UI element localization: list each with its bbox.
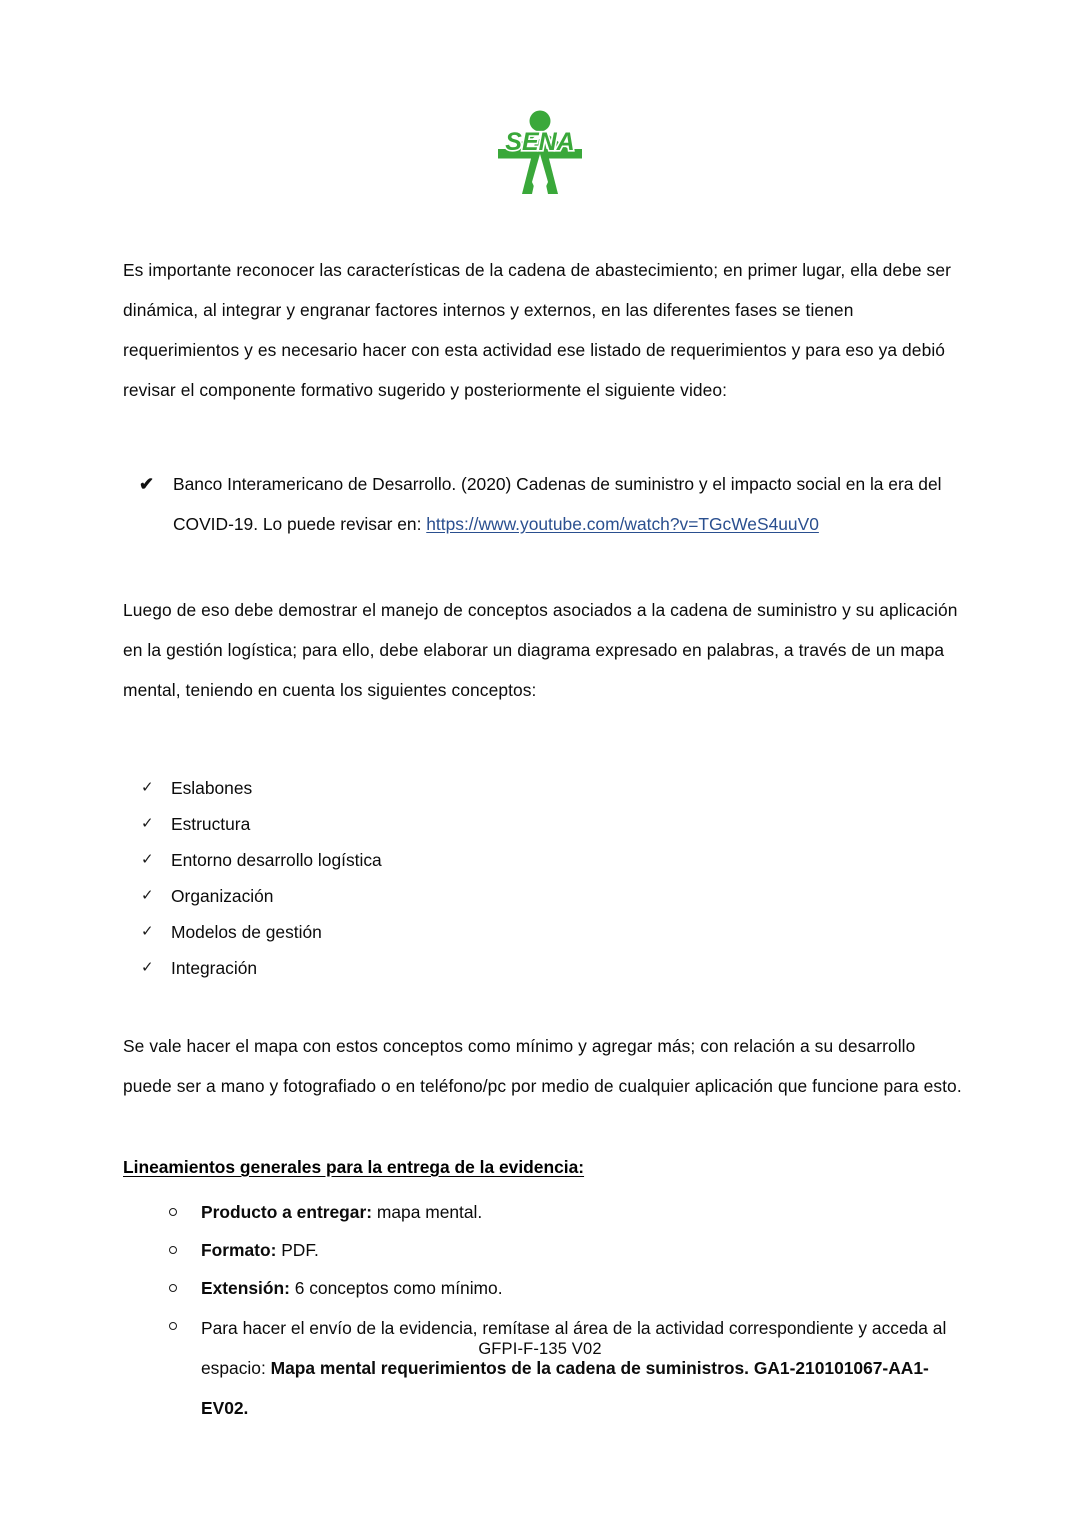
check-icon: ✓ [141,851,154,868]
guideline-value: 6 conceptos como mínimo. [289,1278,503,1298]
list-item [123,842,963,878]
concept-list [123,770,963,986]
youtube-link[interactable]: https://www.youtube.com/watch?v=TGcWeS4uuV0 [426,514,819,534]
check-icon: ✓ [141,779,154,796]
check-icon: ✓ [141,815,154,832]
reference-text: Banco Interamericano de Desarrollo. (2020) Cadenas de suministro y el impacto social en la era del COVID-19. Lo puede revisar en: [173,474,942,534]
concept-label: Eslabones [171,778,253,798]
page-footer: GFPI-F-135 V02 [478,1340,602,1358]
list-item [123,1270,963,1306]
reference-list [123,464,963,544]
list-item [123,878,963,914]
document-body [123,250,963,1430]
submission-space-name: Mapa mental requerimientos de la cadena de suministros. GA1-210101067-AA1-EV02. [201,1358,929,1418]
concept-label: Integración [171,958,258,978]
check-icon: ✓ [141,887,154,904]
list-item [123,1194,963,1230]
check-icon: ✓ [141,923,154,940]
circle-bullet-icon [169,1208,177,1216]
check-icon: ✓ [141,959,154,976]
closing-paragraph: Se vale hacer el mapa con estos conceptos como mínimo y agregar más; con relación a su desarrollo puede ser a mano y fotografiado o en teléfono/pc por medio de cualquier aplicación que funcione para esto. [123,1036,962,1096]
list-item [123,914,963,950]
concept-label: Organización [171,886,274,906]
guideline-label: Formato: [201,1240,277,1260]
list-item [123,806,963,842]
checkmark-icon: ✔ [139,474,155,494]
list-item [123,950,963,986]
circle-bullet-icon [169,1246,177,1254]
concept-label: Entorno desarrollo logística [171,850,382,870]
guidelines-list [123,1194,963,1428]
guideline-label: Producto a entregar: [201,1202,373,1222]
guideline-value: mapa mental. [372,1202,483,1222]
list-item [123,1308,963,1428]
intro-paragraph: Es importante reconocer las características de la cadena de abastecimiento; en primer lugar, ella debe ser dinámica, al integrar y engranar factores internos y externos, en las diferentes fases se tienen requerimientos y es necesario hacer con esta actividad ese listado de requerimientos y para eso ya debió revisar el componente formativo sugerido y posteriormente el siguiente video: [123,260,951,400]
guideline-label: Extensión: [201,1278,290,1298]
sena-wordmark: SENA [505,128,575,156]
guidelines-heading: Lineamientos generales para la entrega de la evidencia: [123,1157,585,1177]
sena-logo-icon [492,108,588,200]
instructions-paragraph: Luego de eso debe demostrar el manejo de conceptos asociados a la cadena de suministro y su aplicación en la gestión logística; para ello, debe elaborar un diagrama expresado en palabras, a través de un mapa mental, teniendo en cuenta los siguientes conceptos: [123,600,958,700]
reference-item [123,464,963,544]
list-item [123,770,963,806]
concept-label: Modelos de gestión [171,922,322,942]
guideline-value: PDF. [276,1240,319,1260]
list-item [123,1232,963,1268]
concept-label: Estructura [171,814,251,834]
sena-logo-block [0,108,1080,200]
circle-bullet-icon [169,1284,177,1292]
circle-bullet-icon [169,1322,177,1330]
submission-lead: Para hacer el envío de la evidencia, remítase al área de la actividad correspondiente y acceda al espacio: [201,1318,947,1378]
